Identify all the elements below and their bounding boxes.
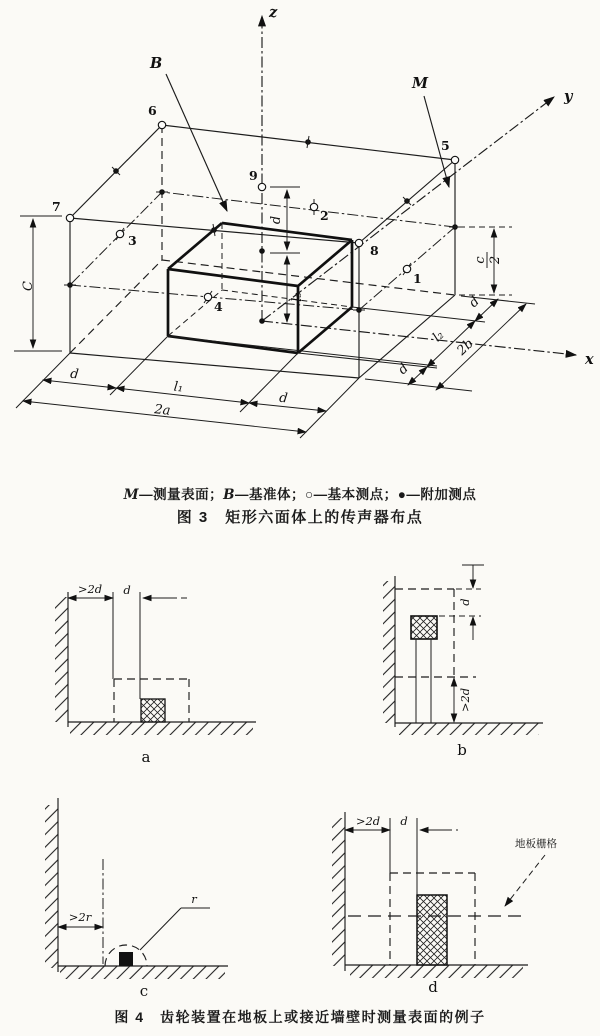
point-3-label: 3 <box>128 233 137 248</box>
floor-grating-label: 地板栅格 <box>515 838 557 850</box>
dim-r-c: r <box>191 892 197 906</box>
figure4-caption: 图 4 齿轮装置在地板上或接近墙壁时测量表面的例子 <box>114 1009 486 1025</box>
dim-label-l3: l₃ <box>290 292 305 302</box>
legend-additional-point: ●—附加测点 <box>397 487 477 502</box>
dim-label-c-denominator: 2 <box>488 255 503 265</box>
dim-label-l1: l₁ <box>172 379 184 396</box>
dim-label-C: C <box>21 281 36 291</box>
dim-d-a: d <box>123 583 131 597</box>
figure3-hexahedron-diagram <box>0 0 600 460</box>
subfigure-b <box>383 565 543 759</box>
point-7-label: 7 <box>52 199 61 214</box>
dim-label-d-left2: d <box>278 390 289 407</box>
leader-lines <box>149 55 449 211</box>
dimension-row-l1 <box>43 367 326 411</box>
dim-label-d-left: d <box>69 366 80 383</box>
dim-label-d-right2: d <box>466 294 483 311</box>
radius-leader-c <box>140 892 210 950</box>
dim-label-c-numerator: c <box>473 256 488 264</box>
dim-label-2a: 2a <box>153 402 172 419</box>
point-6-label: 6 <box>148 103 157 118</box>
dim-label-d-right1: d <box>395 361 412 378</box>
dimension-l3 <box>287 256 305 322</box>
point-2-label: 2 <box>320 208 329 223</box>
floor-hatch-a <box>70 722 253 735</box>
subfigure-a-label: a <box>141 748 151 766</box>
dimension-c-half <box>459 227 512 295</box>
legend-B-desc: —基准体； <box>235 487 306 502</box>
figure3-legend <box>0 483 600 503</box>
legend-M: M <box>123 487 140 503</box>
dim-gt2r-c: >2r <box>68 910 92 924</box>
subfigure-c <box>45 798 228 1000</box>
gear-box-b <box>411 616 437 639</box>
basic-measurement-points <box>52 103 459 314</box>
dim-gt2d-b: >2d <box>458 687 472 713</box>
x-axis-label: x <box>585 351 594 368</box>
dim-label-2b: 2b <box>454 336 477 359</box>
point-5-label: 5 <box>441 138 450 153</box>
wall-hatch-d <box>332 818 345 966</box>
point-1-label: 1 <box>413 271 422 286</box>
subfigure-a <box>55 582 256 766</box>
reference-body-label: B <box>150 55 163 72</box>
dim-d-d: d <box>400 814 408 828</box>
figure3-caption: 图 3 矩形六面体上的传声器布点 <box>176 509 424 526</box>
wall-hatch-a <box>55 597 68 722</box>
subfigure-c-label: c <box>139 982 149 1000</box>
dim-gt2d-a: >2d <box>77 582 103 596</box>
reference-body-box <box>168 223 352 353</box>
floor-hatch-d <box>350 965 523 978</box>
subfigure-b-label: b <box>457 741 467 759</box>
y-axis-label: y <box>564 88 573 105</box>
gear-box-a <box>141 699 165 722</box>
dimension-row-2b <box>436 304 526 390</box>
wall-hatch-c <box>45 805 58 968</box>
point-4-label: 4 <box>214 299 223 314</box>
legend-B: B <box>223 487 236 503</box>
point-9-label: 9 <box>249 168 258 183</box>
subfigure-d <box>332 812 557 996</box>
gear-box-c <box>119 952 133 966</box>
subfigure-d-label: d <box>428 978 438 996</box>
point-8-label: 8 <box>370 243 379 258</box>
dimension-row-l2 <box>395 294 498 385</box>
legend-basic-point: ○—基本测点； <box>305 487 398 502</box>
z-axis-label: z <box>269 4 278 21</box>
dim-label-d-top: d <box>269 215 284 225</box>
dim-gt2d-d: >2d <box>355 814 381 828</box>
dim-label-l2: l₂ <box>429 327 448 346</box>
legend-M-desc: —测量表面； <box>139 487 224 502</box>
floor-hatch-b <box>399 723 539 735</box>
coordinate-axes <box>262 4 594 368</box>
gear-box-d <box>417 895 447 965</box>
floor-grid-lines <box>16 296 535 438</box>
gear-support-b <box>416 639 431 723</box>
wall-hatch-b <box>383 581 395 723</box>
dimension-d-top <box>269 187 300 253</box>
dimension-C <box>14 216 62 351</box>
floor-grating-callout <box>505 837 557 906</box>
measurement-surface-label: M <box>412 75 429 92</box>
figure4-subdiagrams <box>0 555 600 1007</box>
dim-d-b: d <box>458 598 472 606</box>
dimension-row-2a <box>23 401 306 432</box>
floor-hatch-c <box>60 966 225 979</box>
